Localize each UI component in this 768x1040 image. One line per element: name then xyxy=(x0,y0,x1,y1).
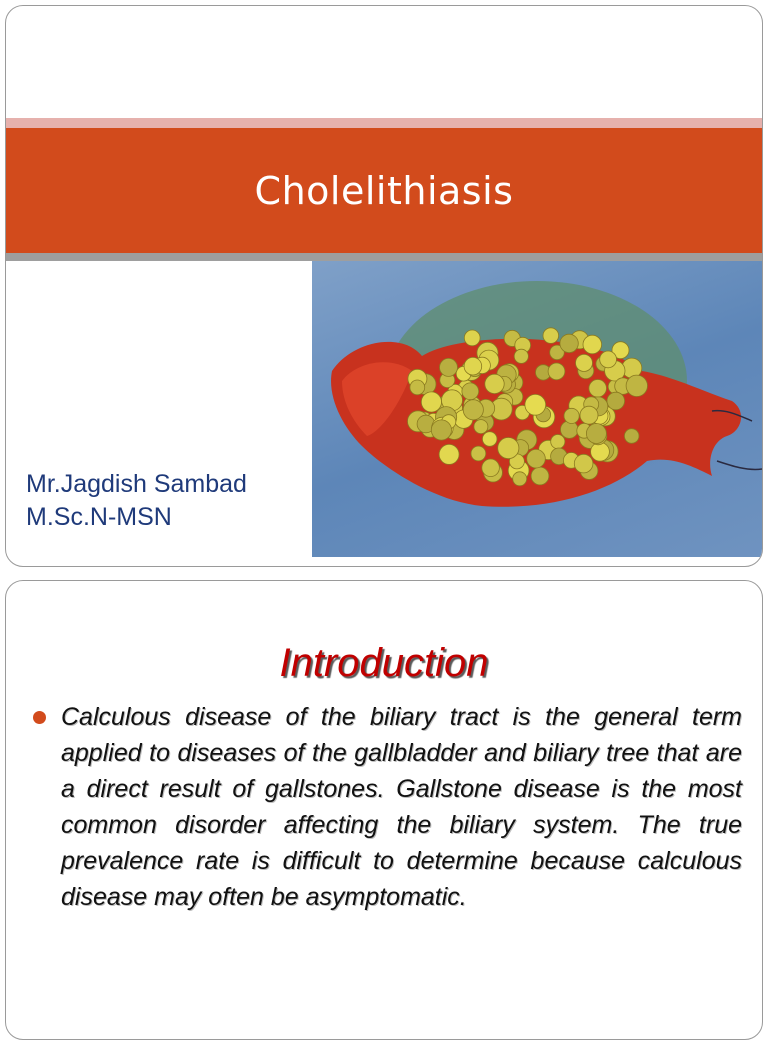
bullet-icon xyxy=(33,711,46,724)
title-band-bottom-stripe xyxy=(6,253,762,261)
introduction-slide xyxy=(5,580,763,1040)
gallstones-illustration xyxy=(312,261,763,557)
gallbladder-photo xyxy=(312,261,763,557)
author-name: Mr.Jagdish Sambad xyxy=(26,470,247,498)
author-degree: M.Sc.N-MSN xyxy=(26,503,172,531)
author-block xyxy=(26,468,247,534)
introduction-paragraph: Calculous disease of the biliary tract is the general term applied to diseases of the gallbladder and biliary tree that are a direct result of gallstones. Gallstone disease is the most common disorder affecting the biliary system. The true prevalence rate is difficult to determine because calculous disease may often be asymptomatic. xyxy=(61,703,742,911)
title-band xyxy=(6,128,762,253)
slide-title: Cholelithiasis xyxy=(254,168,514,213)
introduction-heading: Introduction xyxy=(279,641,489,685)
title-slide xyxy=(5,5,763,567)
title-band-top-stripe xyxy=(6,118,762,128)
